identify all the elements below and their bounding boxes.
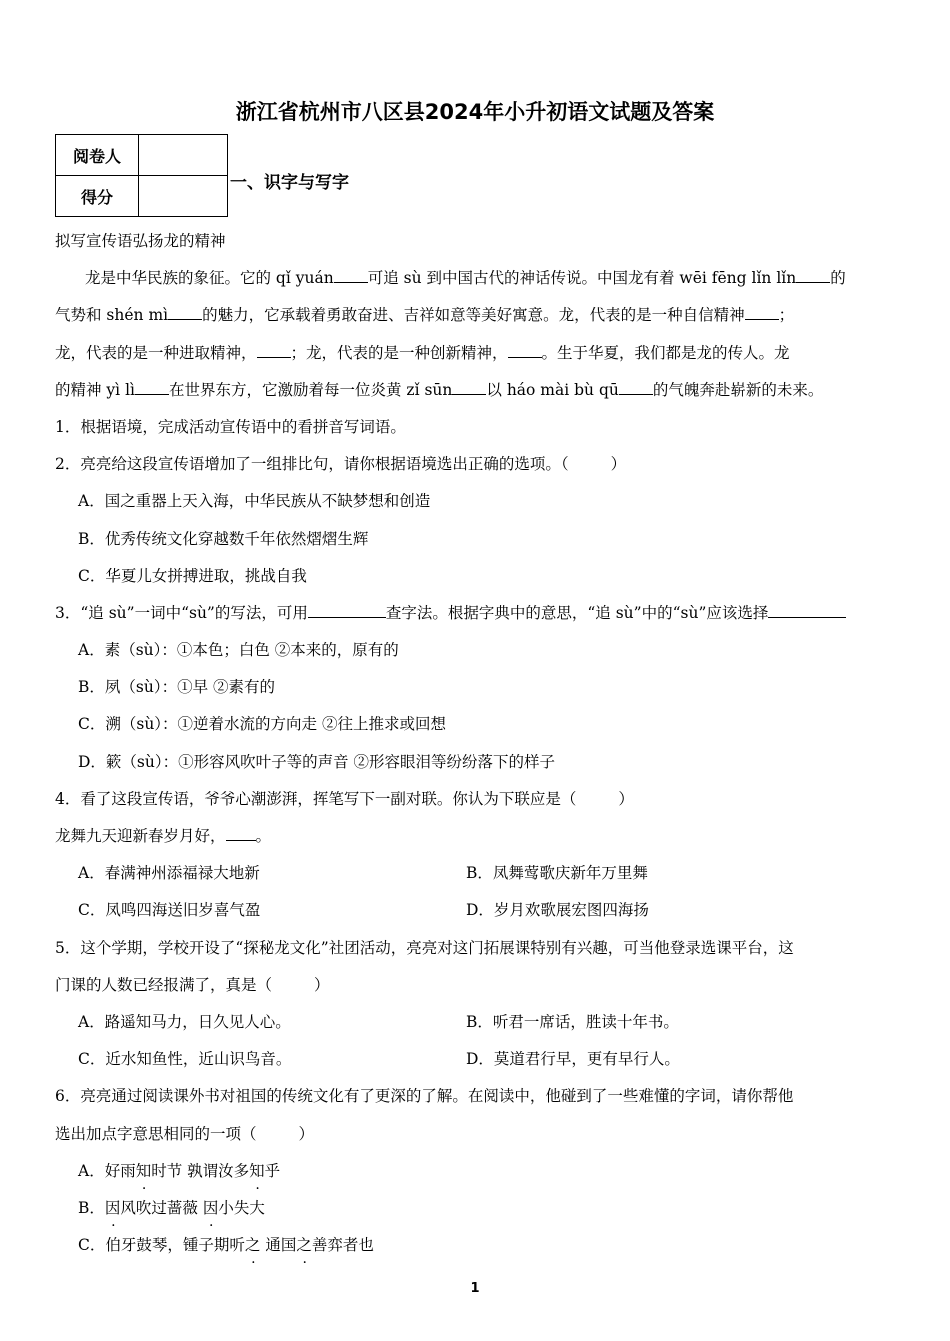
- passage-line-2: 气势和 shén mì 的魅力，它承载着勇敢奋进、吉祥如意等美好寓意。龙，代表的是一种自信精神 ；: [55, 306, 795, 325]
- question-2: 2．亮亮给这段宣传语增加了一组排比句，请你根据语境选出正确的选项。（ ）: [55, 455, 627, 474]
- score-label: 得分: [56, 176, 139, 217]
- reviewer-label: 阅卷人: [56, 135, 139, 176]
- q5-options-row-2: [55, 1046, 897, 1083]
- q3-option-b: B．夙（sù）：①早 ②素有的: [78, 678, 276, 697]
- q5-option-a: A．路遥知马力，日久见人心。: [78, 1012, 291, 1031]
- question-4: 4．看了这段宣传语，爷爷心潮澎湃，挥笔写下一副对联。你认为下联应是（ ）: [55, 789, 634, 808]
- question-1: 1．根据语境，完成活动宣传语中的看拼音写词语。: [55, 417, 406, 436]
- q5-option-b: B．听君一席话，胜读十年书。: [466, 1012, 679, 1031]
- exam-content: [55, 228, 897, 1269]
- question-6-line-2: 选出加点字意思相同的一项（ ）: [55, 1124, 315, 1143]
- page-title: 浙江省杭州市八区县2024年小升初语文试题及答案: [235, 100, 715, 124]
- q3-option-c: C．溯（sù）：①逆着水流的方向走 ②往上推求或回想: [78, 715, 446, 734]
- q4-upper-couplet: 龙舞九天迎新春岁月好， 。: [55, 827, 272, 845]
- q4-option-c: C．凤鸣四海送旧岁喜气盈: [78, 901, 261, 920]
- q5-option-c: C．近水知鱼性，近山识鸟音。: [78, 1050, 292, 1069]
- question-3: 3．“追 sù”一词中“sù”的写法，可用 查字法。根据字典中的意思，“追 sù”中的“sù”应该选择: [55, 600, 897, 637]
- passage-line-4: 的精神 yì lì 在世界东方，它激励着每一位炎黄 zǐ sūn 以 háo mài bù qū 的气魄奔赴崭新的未来。: [55, 380, 824, 399]
- q2-option-b: B．优秀传统文化穿越数千年依然熠熠生辉: [78, 529, 369, 548]
- q4-option-b: B．凤舞莺歌庆新年万里舞: [466, 864, 648, 883]
- q3-option-a: A．素（sù）：①本色；白色 ②本来的，原有的: [78, 641, 399, 660]
- question-5-line-2: 门课的人数已经报满了，真是（ ）: [55, 975, 330, 994]
- section-title: 一、识字与写字: [230, 173, 349, 193]
- question-6-line-1: 6．亮亮通过阅读课外书对祖国的传统文化有了更深的了解。在阅读中，他碰到了一些难懂的字词，请你帮他: [55, 1087, 794, 1106]
- passage-line-3: 龙，代表的是一种进取精神， ；龙，代表的是一种创新精神， 。生于华夏，我们都是龙的传人。龙: [55, 343, 790, 362]
- q4-options-row-2: [55, 897, 897, 934]
- score-table: [55, 134, 228, 217]
- q6-option-b: B．因风吹过蔷薇 因小失大: [78, 1198, 265, 1217]
- q2-option-a: A．国之重器上天入海，中华民族从不缺梦想和创造: [78, 492, 431, 511]
- reviewer-cell: [139, 135, 228, 176]
- q5-options-row-1: [55, 1009, 897, 1046]
- q5-option-d: D．莫道君行早，更有早行人。: [466, 1050, 680, 1069]
- q6-option-c: C．伯牙鼓琴，锺子期听之 通国之善弈者也: [78, 1236, 374, 1255]
- passage-line-1: 龙是中华民族的象征。它的 qǐ yuán 可追 sù 到中国古代的神话传说。中国龙有着 wēi fēng lǐn lǐn 的: [85, 269, 846, 288]
- question-5-line-1: 5．这个学期，学校开设了“探秘龙文化”社团活动，亮亮对这门拓展课特别有兴趣，可当他登录选课平台，这: [55, 938, 794, 957]
- q3-option-d: D．簌（sù）：①形容风吹叶子等的声音 ②形容眼泪等纷纷落下的样子: [78, 752, 556, 771]
- q4-options-row-1: [55, 860, 897, 897]
- q2-option-c: C．华夏儿女拼搏进取，挑战自我: [78, 566, 307, 585]
- q6-option-a: A．好雨知时节 孰谓汝多知乎: [78, 1161, 281, 1180]
- subtitle: 拟写宣传语弘扬龙的精神: [55, 232, 226, 250]
- page-number: 1: [470, 1281, 480, 1296]
- q4-option-d: D．岁月欢歌展宏图四海扬: [466, 901, 649, 920]
- q4-option-a: A．春满神州添福禄大地新: [78, 864, 260, 883]
- score-cell: [139, 176, 228, 217]
